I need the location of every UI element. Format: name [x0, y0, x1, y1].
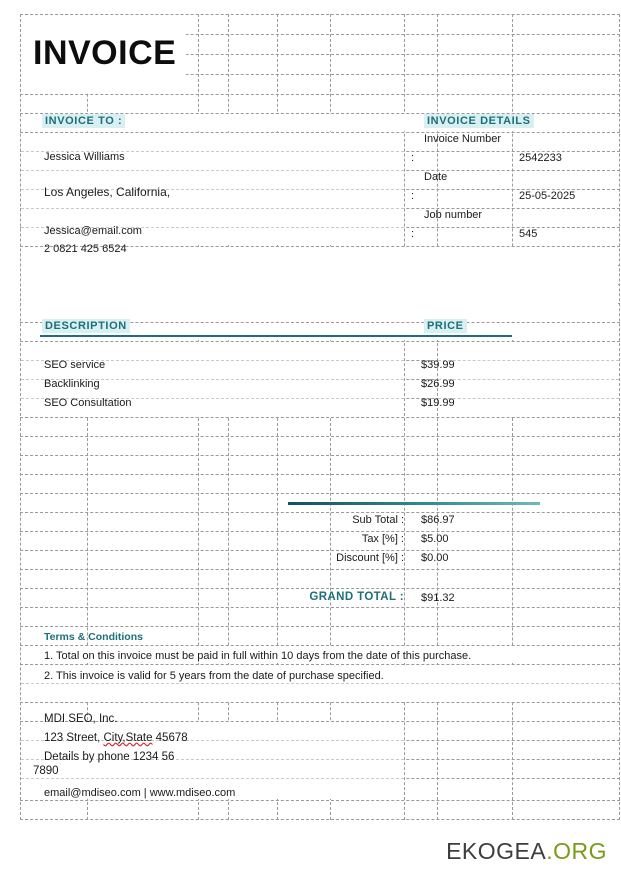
site-watermark	[446, 838, 607, 865]
total-label-subtotal: Sub Total :	[352, 514, 404, 526]
page-title: INVOICE	[33, 34, 177, 72]
company-phone-line2: 7890	[33, 765, 59, 777]
grid-hline	[21, 683, 619, 684]
merged-blank-block	[21, 247, 618, 321]
company-contact: email@mdiseo.com | www.mdiseo.com	[44, 787, 236, 799]
company-address-misspelled: City,State	[103, 732, 153, 744]
grid-hline	[20, 493, 620, 494]
grid-hline	[20, 436, 620, 437]
detail-label-date: Date	[424, 171, 448, 183]
grid-hline	[20, 474, 620, 475]
grid-hline	[20, 417, 620, 418]
detail-colon-job-number: :	[411, 228, 415, 240]
detail-value-date: 25-05-2025	[519, 190, 576, 202]
total-value-discount: $0.00	[421, 552, 449, 564]
company-name: MDI SEO, Inc.	[44, 713, 118, 725]
bill-to-phone: 2 0821 425 6524	[44, 243, 127, 255]
company-address-prefix: 123 Street,	[44, 732, 104, 744]
totals-rule	[288, 502, 540, 505]
grid-hline	[20, 531, 620, 532]
column-header-description: DESCRIPTION	[42, 319, 130, 333]
invoice-details-heading: INVOICE DETAILS	[424, 114, 534, 128]
grid-hline	[20, 588, 620, 589]
spreadsheet-grid	[20, 14, 620, 820]
detail-colon-date: :	[411, 190, 415, 202]
company-phone-line1: Details by phone 1234 56	[44, 751, 175, 763]
grid-hline	[20, 819, 620, 820]
terms-item: 1. Total on this invoice must be paid in full within 10 days from the date of this purchase.	[44, 650, 472, 662]
company-address	[44, 732, 188, 745]
terms-item: 2. This invoice is valid for 5 years from the date of purchase specified.	[44, 670, 384, 682]
grid-hline	[20, 626, 620, 627]
bill-to-name: Jessica Williams	[44, 151, 125, 163]
line-item-price: $19.99	[421, 397, 455, 409]
total-label-discount: Discount [%] :	[336, 552, 404, 564]
table-header-rule	[40, 335, 512, 337]
detail-colon-invoice-number: :	[411, 152, 415, 164]
grid-hline	[20, 455, 620, 456]
grid-hline	[20, 569, 620, 570]
grid-hline	[20, 550, 620, 551]
grid-hline	[20, 607, 620, 608]
company-address-suffix: 45678	[152, 732, 188, 744]
detail-label-job-number: Job number	[424, 209, 483, 221]
bill-to-address: Los Angeles, California,	[44, 185, 171, 199]
detail-value-job-number: 545	[519, 228, 538, 240]
grid-hline	[21, 208, 404, 209]
grid-hline	[20, 512, 620, 513]
total-value-subtotal: $86.97	[421, 514, 455, 526]
total-label-tax: Tax [%] :	[361, 533, 404, 545]
bill-to-email: Jessica@email.com	[44, 225, 142, 237]
detail-label-invoice-number: Invoice Number	[424, 133, 502, 145]
grid-hline	[20, 702, 620, 703]
grid-hline	[20, 800, 620, 801]
grid-hline	[438, 379, 619, 380]
grid-hline	[438, 398, 619, 399]
grid-hline	[20, 94, 620, 95]
watermark-tld: .ORG	[546, 838, 607, 864]
total-value-tax: $5.00	[421, 533, 449, 545]
watermark-name: EKOGEA	[446, 838, 547, 864]
invoice-to-heading: INVOICE TO :	[42, 114, 125, 128]
line-item-price: $39.99	[421, 359, 455, 371]
grid-hline	[21, 778, 404, 779]
line-item-description: SEO service	[44, 359, 106, 371]
line-item-description: Backlinking	[44, 378, 100, 390]
line-item-description: SEO Consultation	[44, 397, 132, 409]
column-header-price: PRICE	[424, 319, 467, 333]
grand-total-value: $91.32	[421, 592, 455, 604]
line-item-price: $26.99	[421, 378, 455, 390]
terms-heading: Terms & Conditions	[44, 631, 143, 643]
grid-hline	[21, 170, 404, 171]
grid-hline	[438, 360, 619, 361]
grand-total-label: GRAND TOTAL :	[309, 591, 404, 603]
detail-value-invoice-number: 2542233	[519, 152, 562, 164]
